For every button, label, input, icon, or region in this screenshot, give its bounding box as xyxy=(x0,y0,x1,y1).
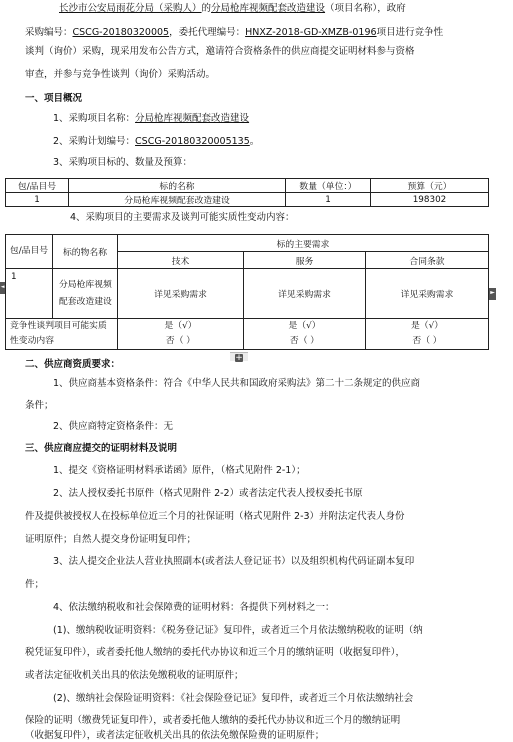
no-mark: 否（ ） xyxy=(289,336,320,346)
name-header: 标的物名称 xyxy=(53,235,118,269)
pkg-cell: 1 xyxy=(6,269,53,319)
yes-mark: 是（√） xyxy=(164,321,197,331)
sec3-p4-2b: 保险的证明（缴费凭证复印件），或者委托他人缴纳的委托代办协议和近三个月的缴纳证明 xyxy=(25,715,401,726)
requirements-table xyxy=(5,234,489,350)
item-4-line: 4、采购项目的主要需求及谈判可能实质性变动内容： xyxy=(70,212,295,223)
plus-icon: + xyxy=(235,353,243,363)
sec3-p4-1b: 税凭证复印件），或者委托他人缴纳的委托代办协议和近三个月的缴纳证明（收据复印件）， xyxy=(25,647,406,658)
intro-line-1 xyxy=(59,2,406,15)
intro-line-2 xyxy=(25,26,443,39)
item-text: 。 xyxy=(249,136,260,147)
tech-change-cell xyxy=(118,319,244,350)
tech-cell: 详见采购需求 xyxy=(118,269,244,319)
table-cell: 1 xyxy=(286,193,371,207)
sec3-p2a: 2、法人授权委托书原件（格式见附件 2-2）或者法定代表人授权委托书原 xyxy=(53,488,363,499)
table-row xyxy=(6,269,489,319)
project-name-line xyxy=(53,112,249,125)
sec3-p2b: 件及提供被授权人在投标单位近三个月的社保证明（格式见附件 2-3）并附法定代表人身份 xyxy=(25,511,405,522)
sec3-p4-2c: （收据复印件），或者法定征收机关出具的依法免缴保险费的证明原件； xyxy=(25,730,325,741)
intro-text: ，委托代理编号： xyxy=(169,27,246,38)
arrow-right-icon: ► xyxy=(490,289,495,296)
yes-mark: 是（√） xyxy=(288,321,321,331)
table-header: 包/品目号 xyxy=(6,179,69,193)
change-label-cell: 竞争性谈判项目可能实质性变动内容 xyxy=(6,319,118,350)
sec3-p4: 4、依法缴纳税收和社会保障费的证明材料：各提供下列材料之一： xyxy=(53,602,335,613)
table-row xyxy=(6,319,489,350)
budget-line: 3、采购项目标的、数量及预算： xyxy=(53,157,193,168)
plan-number-value: CSCG-20180320005135 xyxy=(135,136,250,147)
table-cell: 1 xyxy=(6,193,69,207)
contract-cell: 详见采购需求 xyxy=(366,269,489,319)
table-header: 标的名称 xyxy=(69,179,286,193)
table-resize-right-handle[interactable] xyxy=(489,288,496,300)
sec3-p3b: 件； xyxy=(25,579,45,590)
intro-text: 项目进行竞争性 xyxy=(376,27,444,38)
section-3-title: 三、供应商应提交的证明材料及说明 xyxy=(25,443,178,454)
intro-line-4: 审查，并参与竞争性谈判（询价）采购活动。 xyxy=(25,69,216,80)
sec3-p3a: 3、法人提交企业法人营业执照副本(或者法人登记证书）以及组织机构代码证副本复印 xyxy=(53,556,415,567)
item-label: 1、采购项目名称： xyxy=(53,113,136,124)
sec3-p4-1a: (1)、缴纳税收证明资料：《税务登记证》复印件，或者近三个月依法缴纳税收的证明（纳 xyxy=(53,625,423,636)
intro-text: 的 xyxy=(201,3,212,14)
sec3-p4-1c: 或者法定征收机关出具的依法免缴税收的证明原件； xyxy=(25,670,244,681)
sec3-p4-2a: (2)、缴纳社会保险证明资料：《社会保险登记证》复印件，或者近三个月依法缴纳社会 xyxy=(53,693,414,704)
contract-header: 合同条款 xyxy=(366,252,489,269)
section-1-title: 一、项目概况 xyxy=(25,93,83,104)
sec3-p2c: 证明原件；自然人提交身份证明复印件； xyxy=(25,534,197,545)
name-cell: 分局枪库视频配套改造建设 xyxy=(53,269,118,319)
intro-text: （项目名称），政府 xyxy=(325,3,406,14)
tech-header: 技术 xyxy=(118,252,244,269)
sec2-p2: 2、供应商特定资格条件：无 xyxy=(53,421,174,432)
service-change-cell xyxy=(244,319,366,350)
item-label: 2、采购计划编号： xyxy=(53,136,136,147)
project-name-inline: 分局枪库视频配套改造建设 xyxy=(211,3,326,14)
pkg-header: 包/品目号 xyxy=(6,235,53,269)
sec3-p1: 1、提交《资格证明材料承诺函》原件，（格式见附件 2-1）； xyxy=(53,465,306,476)
table-row xyxy=(6,193,489,207)
intro-line-3: 谈判（询价）采购，现采用发布公告方式，邀请符合资格条件的供应商提交证明材料参与资格 xyxy=(25,46,415,57)
intro-text: 采购编号： xyxy=(25,27,73,38)
table-header: 数量（单位：） xyxy=(286,179,371,193)
budget-table xyxy=(5,178,489,207)
sec2-p1a: 1、供应商基本资格条件：符合《中华人民共和国政府采购法》第二十二条规定的供应商 xyxy=(53,378,421,389)
purchaser-name: 长沙市公安局雨花分局（采购人） xyxy=(59,3,202,14)
agency-number: HNXZ-2018-GD-XMZB-0196 xyxy=(245,27,377,38)
procurement-number: CSCG-20180320005 xyxy=(72,27,170,38)
service-header: 服务 xyxy=(244,252,366,269)
table-cell: 198302 xyxy=(371,193,489,207)
table-resize-left-handle[interactable] xyxy=(0,282,5,294)
no-mark: 否（ ） xyxy=(412,336,442,346)
service-cell: 详见采购需求 xyxy=(244,269,366,319)
add-row-button[interactable] xyxy=(235,354,243,362)
no-mark: 否（ ） xyxy=(165,336,196,346)
table-cell: 分局枪库视频配套改造建设 xyxy=(69,193,286,207)
arrow-left-icon: ◄ xyxy=(0,284,5,290)
sec2-p1b: 条件； xyxy=(25,400,54,411)
contract-change-cell xyxy=(366,319,489,350)
requirements-header: 标的主要需求 xyxy=(118,235,489,252)
plan-number-line xyxy=(53,135,259,148)
section-2-title: 二、供应商资质要求： xyxy=(25,359,121,370)
table-header-row xyxy=(6,179,489,193)
table-header: 预算（元） xyxy=(371,179,489,193)
yes-mark: 是（√） xyxy=(411,321,443,331)
project-name-value: 分局枪库视频配套改造建设 xyxy=(135,113,250,124)
